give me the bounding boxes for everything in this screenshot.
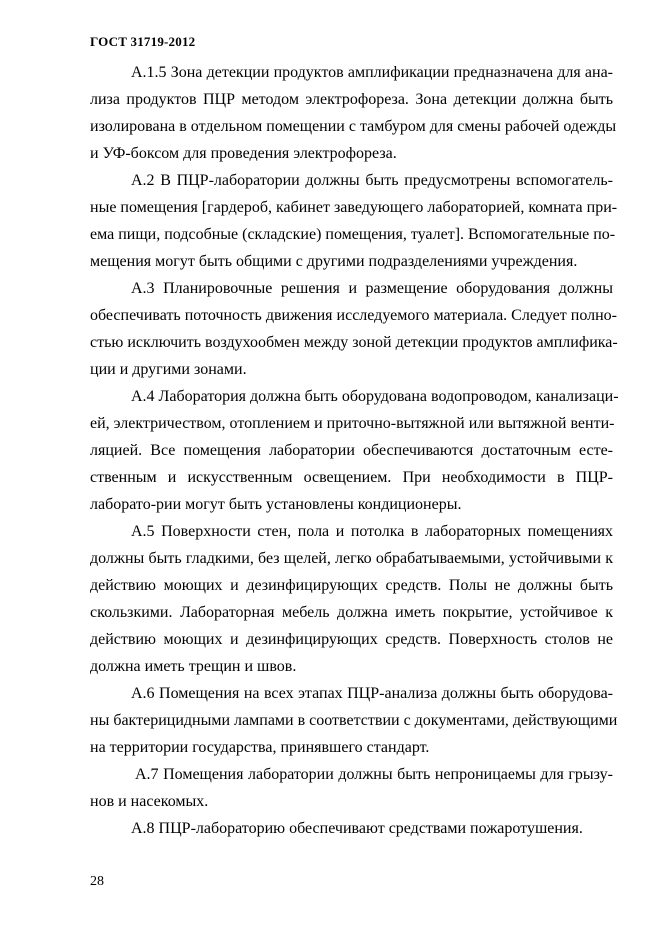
text-line-a-3-4: ции и другими зонами.	[90, 361, 247, 378]
text-line-a-1-5-2: лиза продуктов ПЦР методом электрофореза. Зона детекции должна быть	[90, 91, 613, 108]
text-line-a-4-2: ей, электричеством, отоплением и приточно-вытяжной или вытяжной венти-	[90, 415, 615, 432]
text-line-a-6-2: ны бактерицидными лампами в соответствии с документами, действующими	[90, 712, 618, 729]
text-line-a-3-2: обеспечивать поточность движения исследуемого материала. Следует полно-	[90, 307, 617, 324]
text-line-a-6-1: А.6 Помещения на всех этапах ПЦР-анализа должны быть оборудова-	[131, 685, 613, 702]
text-line-a-2-3: ема пищи, подсобные (складские) помещения, туалет]. Вспомогательные по-	[90, 226, 616, 243]
text-line-a-3-3: стью исключить воздухообмен между зоной детекции продуктов амплифика-	[90, 334, 618, 351]
text-line-a-2-2: ные помещения [гардероб, кабинет заведующего лабораторией, комната при-	[90, 199, 618, 216]
text-line-a-5-3: действию моющих и дезинфицирующих средств. Полы не должны быть	[90, 577, 613, 594]
text-line-a-5-4: скользкими. Лабораторная мебель должна иметь покрытие, устойчивое к	[90, 604, 613, 621]
text-line-a-1-5-4: и УФ-боксом для проведения электрофореза.	[90, 145, 397, 162]
text-line-a-4-3: ляцией. Все помещения лаборатории обеспечиваются достаточным есте-	[90, 442, 613, 459]
text-line-a-2-4: мещения могут быть общими с другими подразделениями учреждения.	[90, 253, 578, 270]
text-line-a-1-5-3: изолирована в отдельном помещении с тамбуром для смены рабочей одежды	[90, 118, 617, 135]
text-line-a-5-5: действию моющих и дезинфицирующих средств. Поверхность столов не	[90, 631, 613, 648]
text-line-a-7-2: нов и насекомых.	[90, 793, 209, 810]
text-line-a-2-1: А.2 В ПЦР-лаборатории должны быть предусмотрены вспомогатель-	[131, 172, 613, 189]
text-line-a-7-1: А.7 Помещения лаборатории должны быть непроницаемы для грызу-	[135, 766, 613, 783]
text-line-a-5-1: А.5 Поверхности стен, пола и потолка в лабораторных помещениях	[131, 523, 613, 540]
text-line-a-6-3: на территории государства, принявшего стандарт.	[90, 739, 430, 756]
text-line-a-4-5: лаборато-рии могут быть установлены кондиционеры.	[90, 496, 462, 513]
text-line-a-4-4: ственным и искусственным освещением. При необходимости в ПЦР-	[90, 469, 613, 486]
text-line-a-1-5-1: А.1.5 Зона детекции продуктов амплификации предназначена для ана-	[131, 64, 613, 81]
text-line-a-8-1: А.8 ПЦР-лабораторию обеспечивают средствами пожаротушения.	[131, 820, 583, 837]
standard-code-header: ГОСТ 31719-2012	[90, 34, 196, 49]
text-line-a-5-6: должна иметь трещин и швов.	[90, 658, 297, 675]
text-line-a-4-1: А.4 Лаборатория должна быть оборудована водопроводом, канализаци-	[131, 388, 619, 405]
page-number: 28	[90, 874, 104, 889]
text-line-a-5-2: должны быть гладкими, без щелей, легко обрабатываемыми, устойчивыми к	[90, 550, 613, 567]
text-line-a-3-1: А.3 Планировочные решения и размещение оборудования должны	[131, 280, 613, 297]
